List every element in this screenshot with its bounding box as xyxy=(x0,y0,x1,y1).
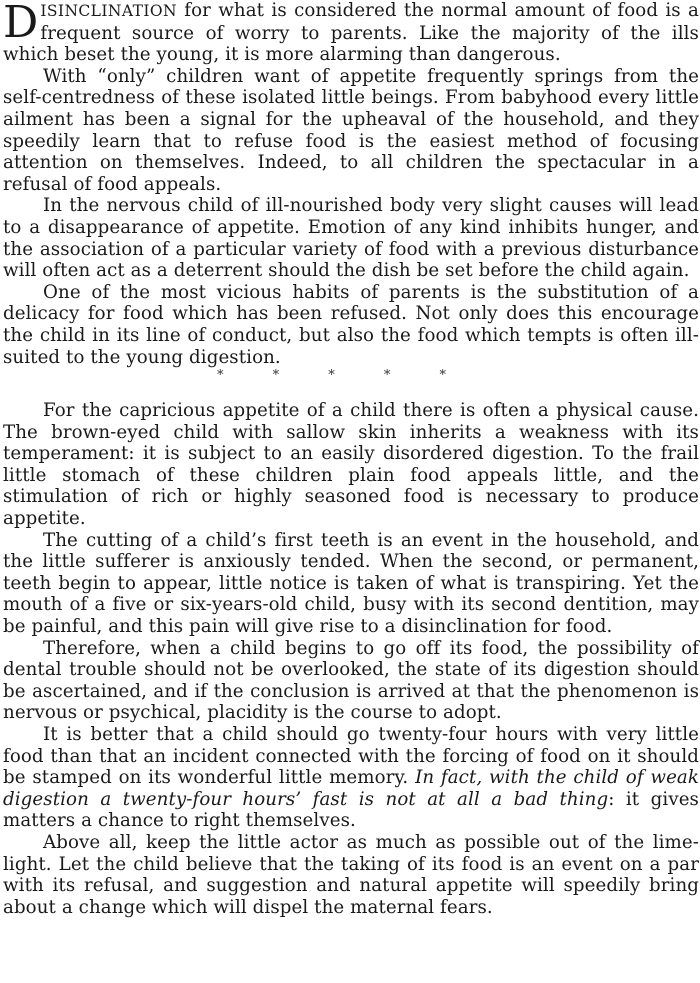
paragraph-vicious-habits xyxy=(3,282,699,368)
paragraph-nervous-child xyxy=(3,195,699,281)
paragraph-disinclination xyxy=(3,0,699,66)
paragraph-limelight xyxy=(3,832,699,918)
italic-emphasis: In fact, with the child of weak digestion a twenty-four hours’ fast is not at all a bad thing xyxy=(3,767,699,810)
paragraph-text: The cutting of a child’s first teeth is an event in the household, and the little sufferer is anxiously tended. When the second, or permanent, teeth begin to appear, little notice is taken of what is transpiring. Yet the mouth of a five or six-years-old child, busy with its second dentition, may be painful, and this pain will give rise to a disinclination for food. xyxy=(3,529,699,638)
paragraph-text: With “only” children want of appetite frequently springs from the self-centredness of these isolated little beings. From babyhood every little ailment has been a signal for the upheaval of the household, and they speedily learn that to refuse food is the easiest method of focusing attention on themselves. Indeed, to all children the spectacular in a refusal of food appeals. xyxy=(3,65,699,195)
paragraph-text: One of the most vicious habits of parents is the substitution of a delicacy for food which has been refused. Not only does this encourage the child in its line of conduct, but also the food which tempts is often ill-suited to the young digestion. xyxy=(3,281,699,368)
paragraph-teeth xyxy=(3,530,699,638)
paragraph-only-children xyxy=(3,66,699,196)
paragraph-capricious-appetite xyxy=(3,400,699,530)
paragraph-text: for what is considered the normal amount of food is a frequent source of worry to parents. Like the majority of the ills which beset the young, it is more alarming than dangerous. xyxy=(3,0,699,66)
paragraph-text: In the nervous child of ill-nourished body very slight causes will lead to a disappearance of appetite. Emotion of any kind inhibits hunger, and the association of a particular variety of food with a previous disturbance will often act as a deterrent should the dish be set before the child again. xyxy=(3,195,699,282)
asterisk: * xyxy=(383,368,391,384)
paragraph-text: It is better that a child should go twenty-four hours with very little food than that an incident connected with the forcing of food on it should be stamped on its wonderful little memory. xyxy=(3,724,699,789)
section-break xyxy=(217,368,699,400)
drop-cap: D xyxy=(3,0,39,48)
paragraph-text: Therefore, when a child begins to go off its food, the possibility of dental trouble should not be overlooked, the state of its digestion should be ascertained, and if the conclusion is arrived at that the phenomenon is nervous or psychical, placidity is the course to adopt. xyxy=(3,637,699,724)
paragraph-fasting xyxy=(3,724,699,832)
paragraph-text: Above all, keep the little actor as much as possible out of the lime-light. Let the child believe that the taking of its food is an event on a par with its refusal, and suggestion and natural appetite will speedily bring about a change which will dispel the maternal fears. xyxy=(3,831,699,918)
asterisk: * xyxy=(217,368,224,384)
paragraph-text: For the capricious appetite of a child there is often a physical cause. The brown-eyed child with sallow skin inherits a weakness with its temperament: it is subject to an easily disordered digestion. To the frail little stomach of these children plain food appeals little, and the stimulation of rich or highly seasoned food is necessary to produce appetite. xyxy=(3,400,699,530)
paragraph-text: : it gives matters a chance to right themselves. xyxy=(3,788,699,832)
asterisk: * xyxy=(439,368,447,384)
asterisk: * xyxy=(272,368,280,384)
opening-small-caps: ISINCLINATION xyxy=(40,2,177,20)
paragraph-dental-trouble xyxy=(3,638,699,724)
asterisk: * xyxy=(328,368,335,384)
